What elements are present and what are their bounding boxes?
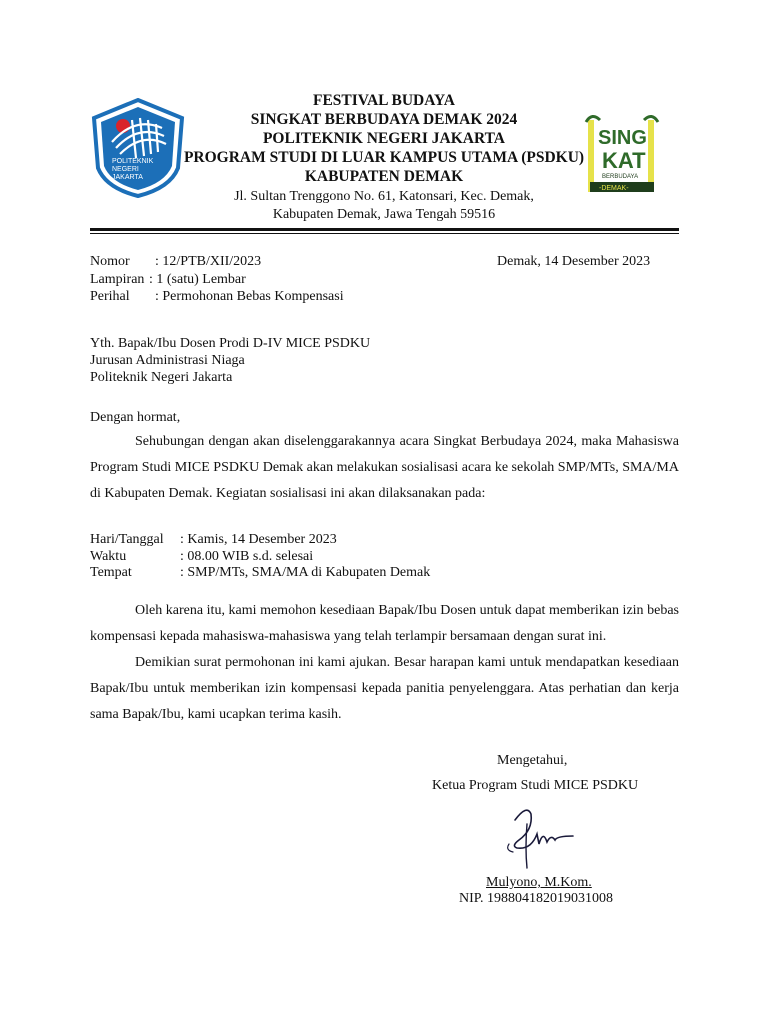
recipient-line-1: Yth. Bapak/Ibu Dosen Prodi D-IV MICE PSDKU xyxy=(90,336,371,351)
singkat-logo-berbudaya: BERBUDAYA xyxy=(602,174,639,180)
detail-value-hari-tanggal: : Kamis, 14 Desember 2023 xyxy=(180,532,337,547)
greeting: Dengan hormat, xyxy=(90,410,181,425)
singkat-logo-demak: -DEMAK- xyxy=(599,185,629,192)
singkat-logo-kat: KAT xyxy=(602,148,646,173)
paragraph-3: Demikian surat permohonan ini kami ajukan. Besar harapan kami untuk mendapatkan kesediaan Bapak/Ibu untuk memberikan izin kompensasi kepada panitia penyelenggara. Atas perhatian dan kerja sama Bapak/Ibu, kami ucapkan terima kasih. xyxy=(90,655,679,722)
signatory-title: Ketua Program Studi MICE PSDKU xyxy=(432,778,639,793)
handwritten-signature xyxy=(497,800,579,872)
pnj-logo-text-1: POLITEKNIK xyxy=(112,158,154,165)
header-line-1: FESTIVAL BUDAYA xyxy=(312,92,455,109)
paragraph-2: Oleh karena itu, kami memohon kesediaan Bapak/Ibu Dosen untuk dapat memberikan izin bebas kompensasi kepada mahasiswa-mahasiswa yang telah terlampir bersamaan dengan surat ini. xyxy=(90,603,679,644)
header-line-2: SINGKAT BERBUDAYA DEMAK 2024 xyxy=(250,111,518,128)
detail-label-hari-tanggal: Hari/Tanggal xyxy=(90,532,164,547)
nomor-value: : 12/PTB/XII/2023 xyxy=(155,254,262,269)
detail-label-waktu: Waktu xyxy=(90,549,127,564)
recipient-line-3: Politeknik Negeri Jakarta xyxy=(90,370,233,385)
detail-value-tempat: : SMP/MTs, SMA/MA di Kabupaten Demak xyxy=(180,565,431,580)
address-line-1: Jl. Sultan Trenggono No. 61, Katonsari, Kec. Demak, xyxy=(234,189,534,204)
header-line-5: KABUPATEN DEMAK xyxy=(304,168,464,185)
lampiran-value: : 1 (satu) Lembar xyxy=(149,272,246,287)
header-divider-thick xyxy=(90,228,679,231)
recipient-line-2: Jurusan Administrasi Niaga xyxy=(90,353,245,368)
letter-date: Demak, 14 Desember 2023 xyxy=(497,254,651,269)
header-line-3: POLITEKNIK NEGERI JAKARTA xyxy=(262,130,506,147)
lampiran-label: Lampiran xyxy=(90,272,145,287)
singkat-logo-sing: SING xyxy=(598,127,647,149)
perihal-label: Perihal xyxy=(90,289,130,304)
address-line-2: Kabupaten Demak, Jawa Tengah 59516 xyxy=(272,207,496,222)
paragraph-1: Sehubungan dengan akan diselenggarakannya acara Singkat Berbudaya 2024, maka Mahasiswa Program Studi MICE PSDKU Demak akan melakukan sosialisasi acara ke sekolah SMP/MTs, SMA/MA di Kabupaten Demak. Kegiatan sosialisasi ini akan dilaksanakan pada: xyxy=(90,434,679,501)
detail-value-waktu: : 08.00 WIB s.d. selesai xyxy=(180,549,314,564)
header-divider-thin xyxy=(90,233,679,234)
pnj-logo-text-3: JAKARTA xyxy=(112,174,143,181)
signatory-name: Mulyono, M.Kom. xyxy=(486,875,592,890)
nomor-label: Nomor xyxy=(90,254,130,269)
pnj-logo-text-2: NEGERI xyxy=(112,166,139,173)
header-line-4: PROGRAM STUDI DI LUAR KAMPUS UTAMA (PSDKU) xyxy=(183,149,585,166)
detail-label-tempat: Tempat xyxy=(90,565,132,580)
signatory-nip: NIP. 198804182019031008 xyxy=(459,891,614,906)
acknowledge-text: Mengetahui, xyxy=(497,753,568,768)
perihal-value: : Permohonan Bebas Kompensasi xyxy=(155,289,344,304)
